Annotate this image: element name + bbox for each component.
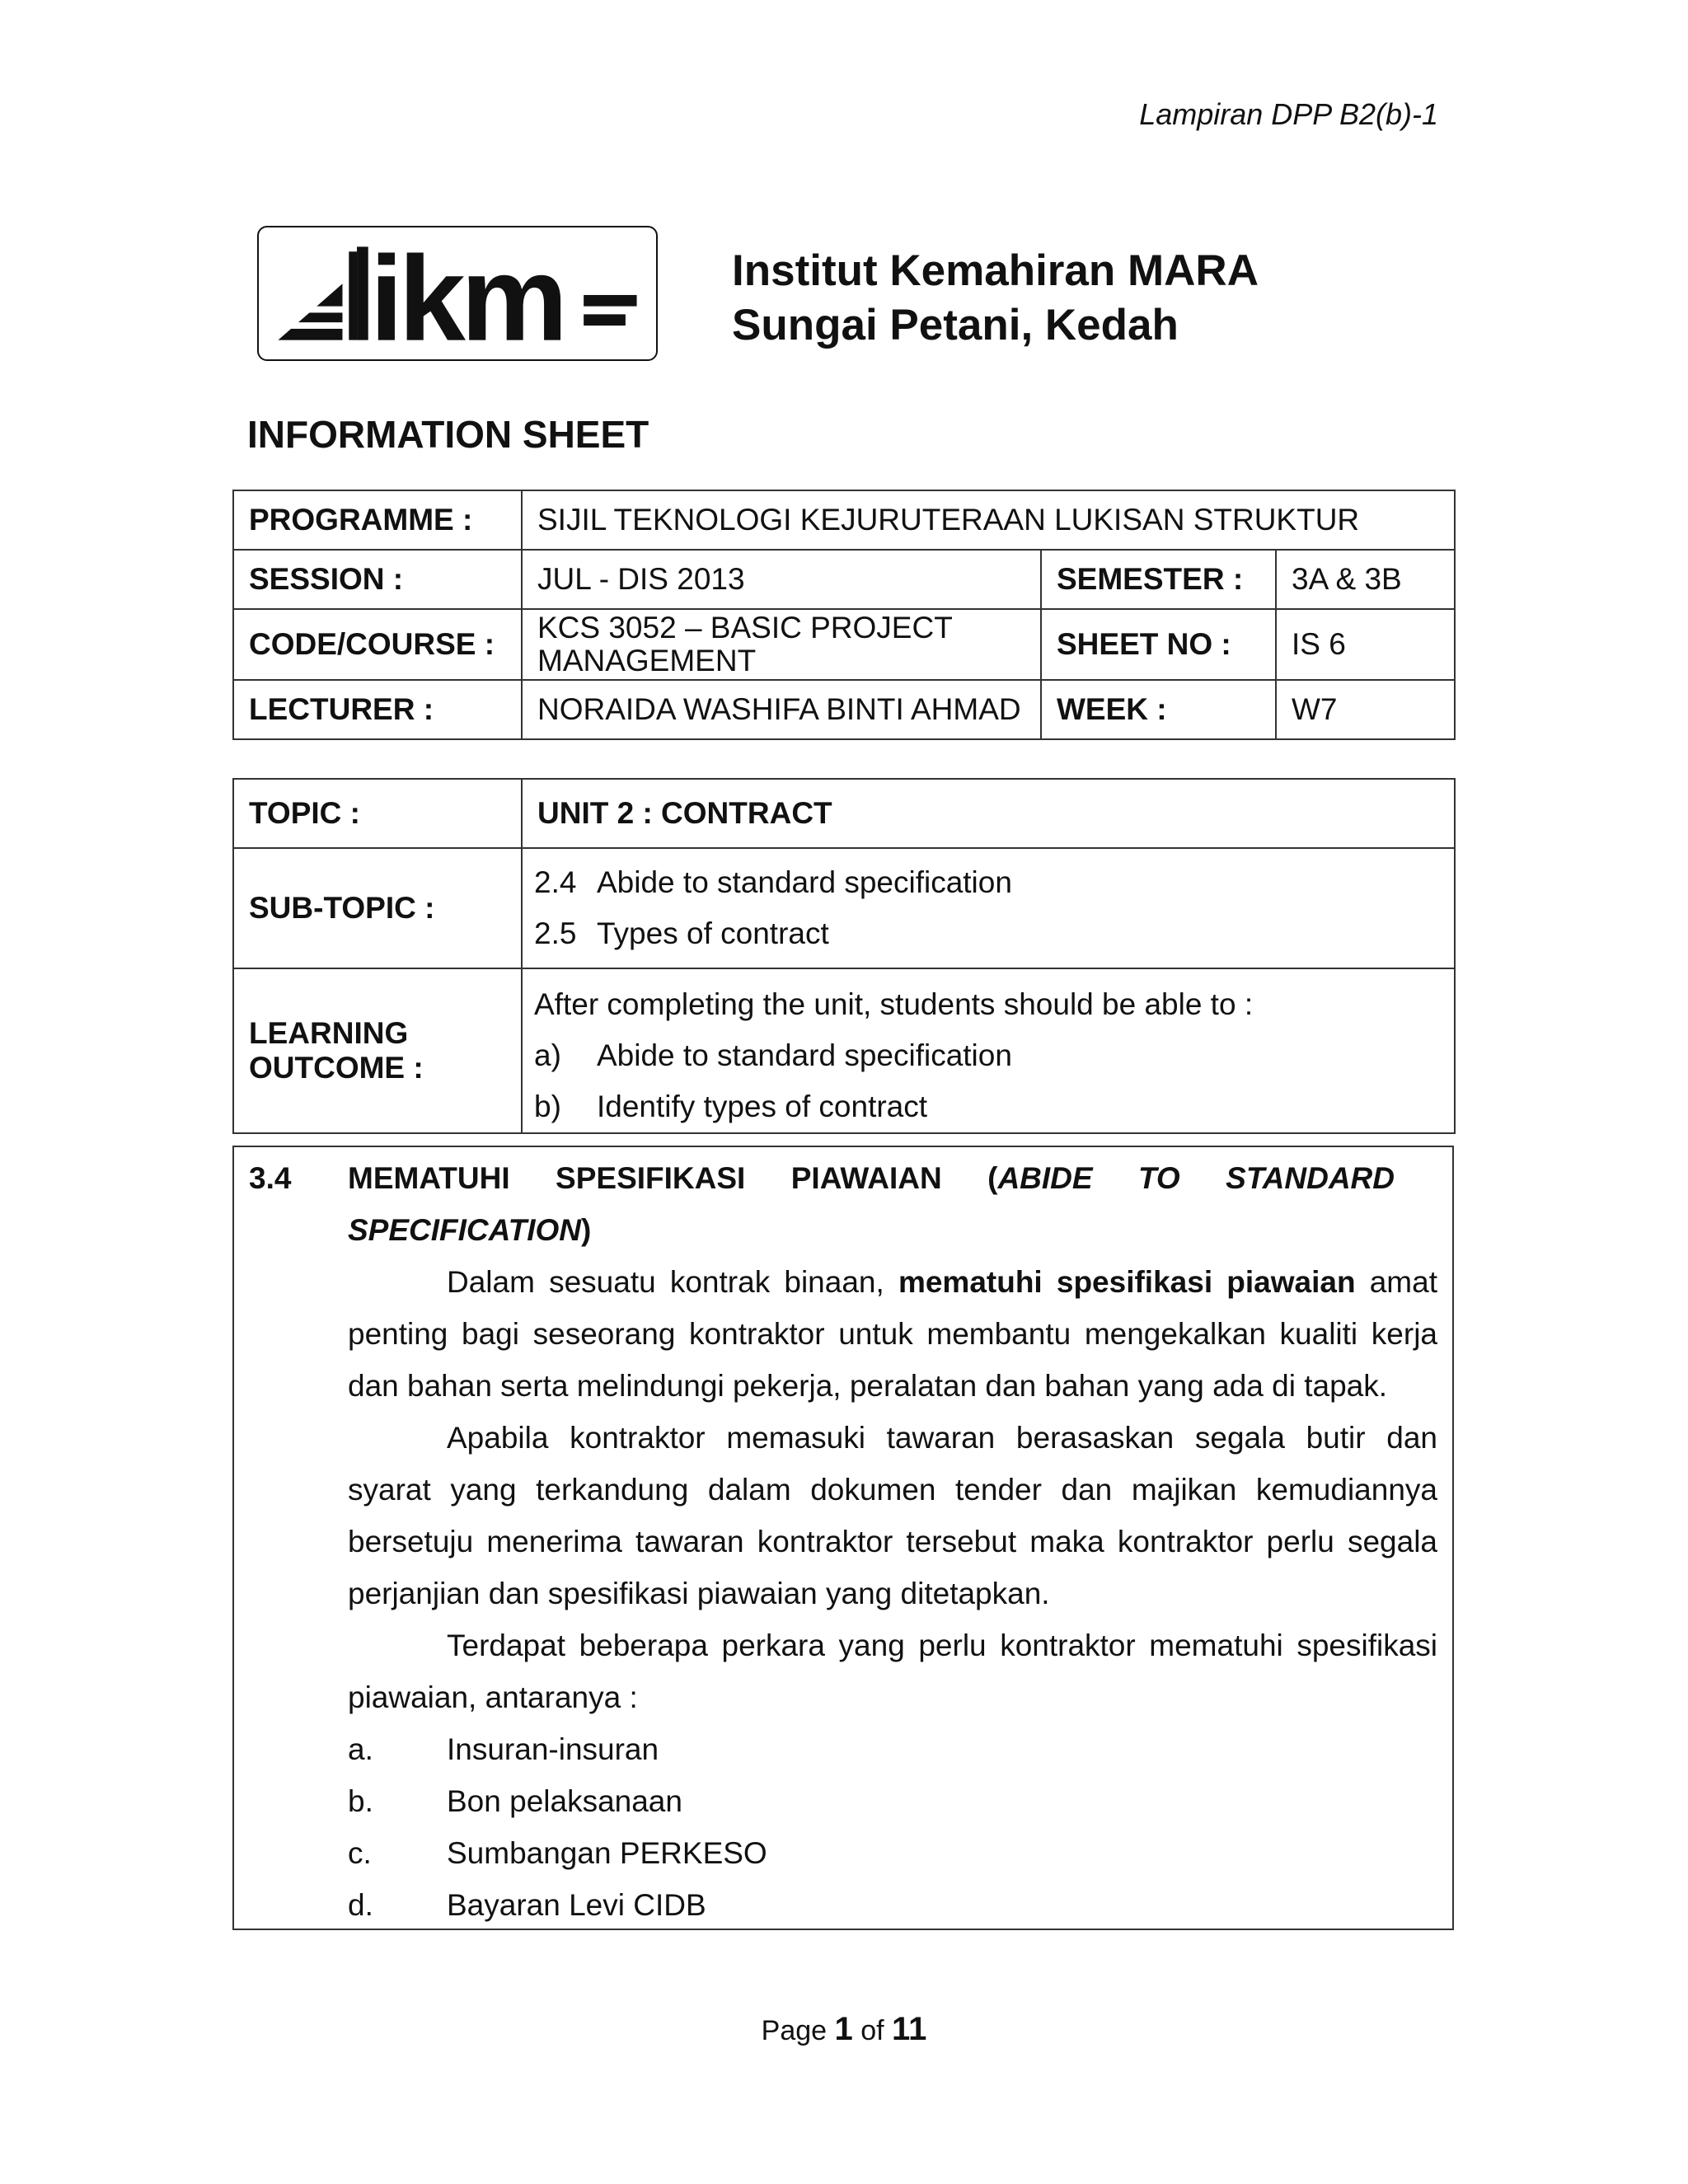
current-page: 1 <box>834 2011 853 2047</box>
paragraph-1-start: Dalam sesuatu kontrak binaan, <box>447 1265 898 1299</box>
lecturer-label: LECTURER : <box>233 680 522 739</box>
heading-italic-text-2: SPECIFICATION <box>348 1213 581 1247</box>
sheet-no-value: IS 6 <box>1276 609 1455 680</box>
outcome-number: a) <box>534 1038 561 1072</box>
list-item <box>348 1879 1437 1931</box>
code-row <box>233 609 1455 680</box>
outcome-text: Identify types of contract <box>597 1090 928 1123</box>
topic-row <box>233 779 1455 848</box>
paragraph-1-bold: mematuhi spesifikasi piawaian <box>898 1265 1356 1299</box>
subtopic-list <box>522 848 1455 968</box>
learning-outcome-row <box>233 968 1455 1133</box>
list-number: b. <box>348 1784 373 1818</box>
heading-close-paren: ) <box>581 1213 592 1247</box>
list-item <box>348 1827 1437 1879</box>
subtopic-number: 2.4 <box>534 865 577 899</box>
learning-outcome-list <box>522 968 1455 1133</box>
section-body <box>348 1256 1437 1931</box>
paragraph-1-end: amat penting bagi seseorang kontraktor untuk membantu mengekalkan kualiti kerja dan bahan serta melindungi pekerja, peralatan dan bahan yang ada di tapak. <box>348 1265 1437 1403</box>
sheet-no-label: SHEET NO : <box>1041 609 1276 680</box>
section-heading <box>249 1152 1395 1256</box>
topic-label: TOPIC : <box>233 779 522 848</box>
content-section <box>232 1146 1454 1930</box>
lecturer-value: NORAIDA WASHIFA BINTI AHMAD <box>522 680 1041 739</box>
course-info-table <box>232 490 1456 740</box>
code-value: KCS 3052 – BASIC PROJECT MANAGEMENT <box>522 609 1041 680</box>
list-number: d. <box>348 1888 373 1922</box>
institute-line-1: Institut Kemahiran MARA <box>732 246 1259 295</box>
paragraph-1 <box>348 1256 1437 1412</box>
topic-table <box>232 778 1456 1134</box>
session-row <box>233 550 1455 609</box>
learning-outcome-intro: After completing the unit, students should be able to : <box>534 987 1254 1021</box>
heading-main-text: MEMATUHI SPESIFIKASI PIAWAIAN ( <box>348 1161 998 1195</box>
semester-value: 3A & 3B <box>1276 550 1455 609</box>
topic-value: UNIT 2 : CONTRACT <box>522 779 1455 848</box>
session-label: SESSION : <box>233 550 522 609</box>
learning-outcome-item <box>534 1030 1439 1081</box>
page-word: Page <box>761 2015 828 2046</box>
subtopic-text: Types of contract <box>597 916 829 950</box>
code-label: CODE/COURSE : <box>233 609 522 680</box>
list-number: a. <box>348 1732 373 1766</box>
lecturer-row <box>233 680 1455 739</box>
subtopic-item <box>534 857 1439 908</box>
outcome-text: Abide to standard specification <box>597 1038 1012 1072</box>
sheet-title: INFORMATION SHEET <box>247 413 649 456</box>
list-text: Bayaran Levi CIDB <box>447 1888 706 1922</box>
session-value: JUL - DIS 2013 <box>522 550 1041 609</box>
learning-outcome-label: LEARNING OUTCOME : <box>233 968 522 1133</box>
subtopic-number: 2.5 <box>534 916 577 950</box>
programme-label: PROGRAMME : <box>233 490 522 550</box>
subtopic-item <box>534 908 1439 959</box>
paragraph-3: Terdapat beberapa perkara yang perlu kontraktor mematuhi spesifikasi piawaian, antaranya : <box>348 1629 1437 1714</box>
list-item <box>348 1723 1437 1775</box>
semester-label: SEMESTER : <box>1041 550 1276 609</box>
programme-row <box>233 490 1455 550</box>
subtopic-row <box>233 848 1455 968</box>
total-pages: 11 <box>892 2011 927 2047</box>
programme-value: SIJIL TEKNOLOGI KEJURUTERAAN LUKISAN STRUKTUR <box>522 490 1455 550</box>
outcome-number: b) <box>534 1090 561 1123</box>
week-value: W7 <box>1276 680 1455 739</box>
section-heading-line-1 <box>348 1152 1395 1204</box>
of-word: of <box>860 2015 884 2046</box>
heading-italic-text: ABIDE TO STANDARD <box>997 1161 1395 1195</box>
svg-text:ikm: ikm <box>369 232 564 359</box>
document-reference: Lampiran DPP B2(b)-1 <box>1139 97 1438 131</box>
list-text: Bon pelaksanaan <box>447 1784 682 1818</box>
institute-name <box>732 244 1259 353</box>
paragraph-2: Apabila kontraktor memasuki tawaran berasaskan segala butir dan syarat yang terkandung dalam dokumen tender dan majikan kemudiannya bersetuju menerima tawaran kontraktor tersebut maka kontraktor perlu segala perjanjian dan spesifikasi piawaian yang ditetapkan. <box>348 1421 1437 1610</box>
list-item <box>348 1775 1437 1827</box>
ikm-logo-graphic <box>259 227 656 359</box>
ikm-logo <box>257 226 658 361</box>
section-heading-line-2 <box>348 1204 1395 1256</box>
list-text: Insuran-insuran <box>447 1732 659 1766</box>
page-number <box>0 2011 1688 2048</box>
week-label: WEEK : <box>1041 680 1276 739</box>
list-text: Sumbangan PERKESO <box>447 1836 767 1870</box>
section-number: 3.4 <box>249 1161 292 1195</box>
list-number: c. <box>348 1836 372 1870</box>
learning-outcome-item <box>534 1081 1439 1132</box>
subtopic-text: Abide to standard specification <box>597 865 1012 899</box>
institute-line-2: Sungai Petani, Kedah <box>732 301 1179 349</box>
subtopic-label: SUB-TOPIC : <box>233 848 522 968</box>
